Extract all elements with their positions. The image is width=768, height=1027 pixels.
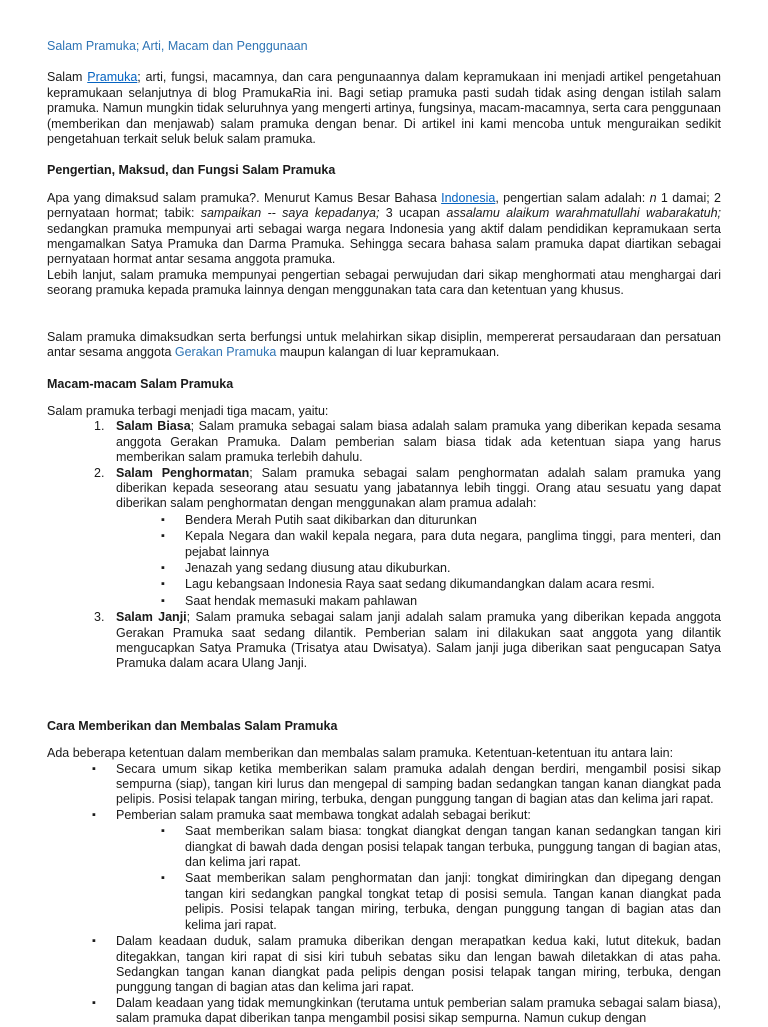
sublist-item: ▪ Lagu kebangsaan Indonesia Raya saat sedang dikumandangkan dalam acara resmi. xyxy=(185,577,721,592)
list-item xyxy=(94,419,721,465)
p3-text: Salam pramuka dimaksudkan serta berfungsi untuk melahirkan sikap disiplin, mempererat persaudaraan dan persatuan antar sesama anggota xyxy=(47,329,721,360)
list-item-title: Salam Janji xyxy=(116,610,187,625)
p1-text-mid2: 1 damai; 2 pernyataan hormat; tabik: xyxy=(47,190,722,221)
macam-list xyxy=(47,419,721,672)
p1-text-mid: , pengertian salam adalah: xyxy=(495,190,650,205)
p1-italic-2: assalamu alaikum warahmatullahi wabarakatuh; xyxy=(446,206,721,221)
list-item-text: ; Salam pramuka sebagai salam penghormatan adalah salam pramuka yang diberikan kepada seseorang atau sesuatu yang jabatannya lebih tinggi. Orang atau sesuatu yang dapat diberikan salam penghormatan dengan menggunakan alam pramua adalah: xyxy=(116,465,721,511)
pramuka-link[interactable]: Pramuka xyxy=(87,70,138,85)
p1-text-post: sedangkan pramuka mempunyai arti sebagai warga negara Indonesia yang aktif dalam pendidikan kepramukaan serta mengamalkan Satya Pramuka dan Darma Pramuka. Sehingga secara bahasa salam pramuka dapat diartikan sebagai pernyataan hormat antar sesama anggota pramuka. xyxy=(47,221,721,267)
list-item-text: ; Salam pramuka sebagai salam biasa adalah salam pramuka yang diberikan kepada sesama anggota Gerakan Pramuka. Dalam pemberian salam biasa tidak ada ketentuan siapa yang harus memberikan salam pramuka terlebih dahulu. xyxy=(116,419,721,465)
tongkat-sublist xyxy=(116,824,721,933)
page-title: Salam Pramuka; Arti, Macam dan Penggunaan xyxy=(47,39,308,53)
section-heading-cara: Cara Memberikan dan Membalas Salam Pramuka xyxy=(47,718,338,733)
fungsi-paragraph xyxy=(47,330,721,361)
list-number: 2. xyxy=(94,465,105,480)
intro-text-post: ; arti, fungsi, macamnya, dan cara pengunaannya dalam kepramukaan ini menjadi artikel pengetahuan kepramukaan selanjutnya di blog PramukaRia ini. Bagi setiap pramuka pasti sudah tidak asing dengan istilah salam pramuka. Namun mungkin tidak seluruhnya yang mengerti artinya, fungsinya, macam-macamnya, serta cara penggunaan (memberikan dan menjawab) salam pramuka dengan benar. Di artikel ini kami mencoba untuk menguraikan sedikit pengetahuan terkait seluk beluk salam pramuka. xyxy=(47,70,722,147)
p1-n: n xyxy=(649,190,657,205)
list-item-text: ; Salam pramuka sebagai salam janji adalah salam pramuka yang diberikan kepada anggota Gerakan Pramuka saat sedang dilantik. Pemberian salam ini dilakukan saat anggota yang dilantik mengucapkan Satya Pramuka (Trisatya atau Dwisatya). Salam janji juga diberikan saat pengucapan Satya Pramuka dalam acara Ulang Janji. xyxy=(116,610,721,671)
cara-intro: Ada beberapa ketentuan dalam memberikan dan membalas salam pramuka. Ketentuan-ketentuan itu antara lain: xyxy=(47,746,674,761)
sublist-item: ▪ Jenazah yang sedang diusung atau dikuburkan. xyxy=(185,561,721,576)
sublist-item: ▪ Saat hendak memasuki makam pahlawan xyxy=(185,594,721,609)
section-heading-pengertian: Pengertian, Maksud, dan Fungsi Salam Pramuka xyxy=(47,163,336,178)
list-item-text: Pemberian salam pramuka saat membawa tongkat adalah sebagai berikut: xyxy=(116,807,531,822)
p1-text-mid3: 3 ucapan xyxy=(379,206,447,221)
spacer xyxy=(47,672,721,719)
list-item-title: Salam Biasa xyxy=(116,419,191,434)
list-item-title: Salam Penghormatan xyxy=(116,465,250,480)
lebih-lanjut-paragraph: Lebih lanjut, salam pramuka mempunyai pengertian sebagai perwujudan dari sikap menghormati atau menghargai dari seorang pramuka kepada pramuka lainnya dengan menggunakan tata cara dan ketentuan yang khusus. xyxy=(47,267,721,298)
indonesia-link[interactable]: Indonesia xyxy=(441,190,496,205)
list-number: 1. xyxy=(94,419,105,434)
list-item xyxy=(94,610,721,672)
p1-text: Apa yang dimaksud salam pramuka?. Menurut Kamus Besar Bahasa xyxy=(47,190,442,205)
list-item xyxy=(116,808,721,933)
sublist-item: ▪ Kepala Negara dan wakil kepala negara, para duta negara, panglima tinggi, para menteri, dan pejabat lainnya xyxy=(185,529,721,560)
list-item: ▪ Dalam keadaan yang tidak memungkinkan (terutama untuk pemberian salam pramuka sebagai salam biasa), salam pramuka dapat diberikan tanpa mengambil posisi sikap sempurna. Namun cukup dengan xyxy=(116,996,721,1027)
list-item: ▪ Secara umum sikap ketika memberikan salam pramuka adalah dengan berdiri, mengambil posisi sikap sempurna (siap), tangan kiri lurus dan mengepal di samping badan sedangkan tangan kanan diangkat pada pelipis. Posisi telapak tangan miring, terbuka, dengan punggung tangan di bagian atas dan kelima jari rapat. xyxy=(116,762,721,808)
list-item xyxy=(94,465,721,610)
p1-italic-1: sampaikan -- saya kepadanya; xyxy=(200,206,380,221)
section-heading-macam: Macam-macam Salam Pramuka xyxy=(47,376,234,391)
intro-text-pre: Salam xyxy=(47,70,88,85)
list-number: 3. xyxy=(94,610,105,625)
macam-intro: Salam pramuka terbagi menjadi tiga macam, yaitu: xyxy=(47,403,329,418)
cara-list xyxy=(47,762,721,1027)
sublist-item: ▪ Bendera Merah Putih saat dikibarkan dan diturunkan xyxy=(185,513,721,528)
sublist-item: ▪ Saat memberikan salam biasa: tongkat diangkat dengan tangan kanan sedangkan tangan kiri diangkat di bawah dada dengan posisi telapak tangan terbuka, punggung tangan di bagian atas, dan kelima jari rapat. xyxy=(185,824,721,870)
p3-text-post: maupun kalangan di luar kepramukaan. xyxy=(276,345,500,360)
pengertian-paragraph xyxy=(47,191,721,268)
sublist-item: ▪ Saat memberikan salam penghormatan dan janji: tongkat dimiringkan dan dipegang dengan tangan kiri sedangkan pangkal tongkat tetap di posisi semula. Tangan kanan diangkat pada pelipis. Posisi telapak tangan miring, terbuka, dengan punggung tangan di bagian atas dan kelima jari rapat. xyxy=(185,871,721,933)
list-item: ▪ Dalam keadaan duduk, salam pramuka diberikan dengan merapatkan kedua kaki, lutut ditekuk, badan ditegakkan, tangan kiri rapat di sisi kiri tubuh sebatas siku dan lengan bawah diletakkan di atas paha. Sedangkan tangan kanan diangkat pada pelipis dengan posisi telapak tangan miring, terbuka, dengan punggung tangan di bagian atas dan kelima jari rapat. xyxy=(116,934,721,996)
gerakan-pramuka-link[interactable]: Gerakan Pramuka xyxy=(174,345,277,360)
intro-paragraph xyxy=(47,70,721,147)
penghormatan-sublist xyxy=(116,513,721,609)
